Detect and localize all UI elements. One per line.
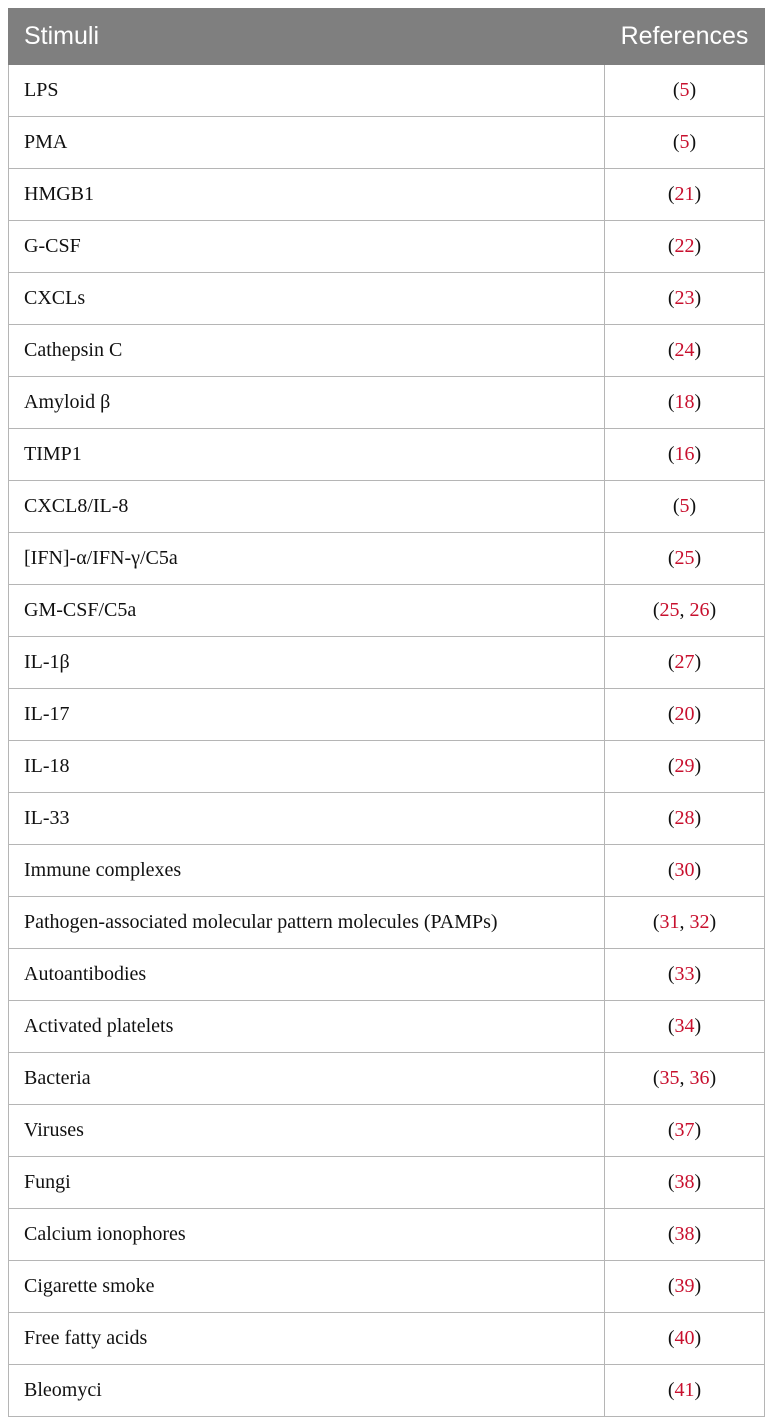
- citation-link[interactable]: 29: [674, 755, 695, 777]
- table-row: [9, 377, 765, 429]
- citation-link[interactable]: 20: [674, 703, 695, 725]
- stimulus-cell: Autoantibodies: [9, 949, 605, 1001]
- citation-link[interactable]: 41: [674, 1379, 695, 1401]
- table-body: [9, 65, 765, 1417]
- references-cell: (30): [605, 845, 765, 897]
- citation-link[interactable]: 32: [689, 911, 710, 933]
- stimulus-cell: G-CSF: [9, 221, 605, 273]
- citation-link[interactable]: 26: [689, 599, 710, 621]
- stimulus-cell: Viruses: [9, 1105, 605, 1157]
- references-cell: (22): [605, 221, 765, 273]
- table-row: [9, 1365, 765, 1417]
- table-row: [9, 949, 765, 1001]
- table-row: [9, 1001, 765, 1053]
- stimulus-cell: Cathepsin C: [9, 325, 605, 377]
- stimulus-cell: Cigarette smoke: [9, 1261, 605, 1313]
- references-cell: (39): [605, 1261, 765, 1313]
- table-row: [9, 741, 765, 793]
- citation-link[interactable]: 37: [674, 1119, 695, 1141]
- table-row: [9, 221, 765, 273]
- citation-link[interactable]: 24: [674, 339, 695, 361]
- citation-link[interactable]: 27: [674, 651, 695, 673]
- stimulus-cell: Calcium ionophores: [9, 1209, 605, 1261]
- citation-link[interactable]: 5: [679, 131, 690, 153]
- citation-link[interactable]: 16: [674, 443, 695, 465]
- stimulus-cell: Immune complexes: [9, 845, 605, 897]
- table-row: [9, 1157, 765, 1209]
- table-row: [9, 169, 765, 221]
- references-cell: (20): [605, 689, 765, 741]
- stimulus-cell: IL-33: [9, 793, 605, 845]
- citation-link[interactable]: 36: [689, 1067, 710, 1089]
- citation-link[interactable]: 38: [674, 1171, 695, 1193]
- table-row: [9, 689, 765, 741]
- citation-link[interactable]: 5: [679, 495, 690, 517]
- references-cell: (27): [605, 637, 765, 689]
- references-cell: (33): [605, 949, 765, 1001]
- citation-link[interactable]: 30: [674, 859, 695, 881]
- references-cell: (35, 36): [605, 1053, 765, 1105]
- table-row: [9, 481, 765, 533]
- stimulus-cell: HMGB1: [9, 169, 605, 221]
- citation-link[interactable]: 40: [674, 1327, 695, 1349]
- references-cell: (18): [605, 377, 765, 429]
- header-row: [9, 9, 765, 65]
- references-cell: (25): [605, 533, 765, 585]
- stimulus-cell: Bleomyci: [9, 1365, 605, 1417]
- references-cell: (28): [605, 793, 765, 845]
- table-row: [9, 1261, 765, 1313]
- stimulus-cell: IL-17: [9, 689, 605, 741]
- citation-link[interactable]: 28: [674, 807, 695, 829]
- references-cell: (21): [605, 169, 765, 221]
- stimulus-cell: TIMP1: [9, 429, 605, 481]
- references-cell: (23): [605, 273, 765, 325]
- table-row: [9, 273, 765, 325]
- references-cell: (34): [605, 1001, 765, 1053]
- table-row: [9, 897, 765, 949]
- table-row: [9, 585, 765, 637]
- references-cell: (29): [605, 741, 765, 793]
- citation-link[interactable]: 33: [674, 963, 695, 985]
- table-row: [9, 429, 765, 481]
- table-row: [9, 1105, 765, 1157]
- table-row: [9, 1313, 765, 1365]
- table-row: [9, 845, 765, 897]
- table-row: [9, 1053, 765, 1105]
- table-row: [9, 793, 765, 845]
- citation-link[interactable]: 25: [659, 599, 680, 621]
- references-cell: (38): [605, 1157, 765, 1209]
- citation-link[interactable]: 25: [674, 547, 695, 569]
- stimulus-cell: Amyloid β: [9, 377, 605, 429]
- references-cell: (24): [605, 325, 765, 377]
- table-row: [9, 117, 765, 169]
- citation-link[interactable]: 18: [674, 391, 695, 413]
- table-header: [9, 9, 765, 65]
- stimulus-cell: Fungi: [9, 1157, 605, 1209]
- stimulus-cell: CXCL8/IL-8: [9, 481, 605, 533]
- table-row: [9, 637, 765, 689]
- citation-link[interactable]: 38: [674, 1223, 695, 1245]
- table-row: [9, 325, 765, 377]
- citation-link[interactable]: 23: [674, 287, 695, 309]
- stimulus-cell: LPS: [9, 65, 605, 117]
- references-cell: (31, 32): [605, 897, 765, 949]
- table-row: [9, 533, 765, 585]
- stimulus-cell: IL-1β: [9, 637, 605, 689]
- references-cell: (40): [605, 1313, 765, 1365]
- stimulus-cell: IL-18: [9, 741, 605, 793]
- references-cell: (38): [605, 1209, 765, 1261]
- stimulus-cell: Activated platelets: [9, 1001, 605, 1053]
- references-cell: (25, 26): [605, 585, 765, 637]
- citation-link[interactable]: 22: [674, 235, 695, 257]
- stimulus-cell: [IFN]-α/IFN-γ/C5a: [9, 533, 605, 585]
- stimuli-column-header: Stimuli: [9, 9, 605, 65]
- stimulus-cell: Bacteria: [9, 1053, 605, 1105]
- references-cell: (37): [605, 1105, 765, 1157]
- table-row: [9, 1209, 765, 1261]
- citation-link[interactable]: 39: [674, 1275, 695, 1297]
- stimulus-cell: PMA: [9, 117, 605, 169]
- references-cell: (5): [605, 481, 765, 533]
- references-column-header: References: [605, 9, 765, 65]
- citation-link[interactable]: 31: [659, 911, 680, 933]
- citation-link[interactable]: 34: [674, 1015, 695, 1037]
- stimuli-table: [8, 8, 765, 1417]
- stimulus-cell: Free fatty acids: [9, 1313, 605, 1365]
- references-cell: (5): [605, 117, 765, 169]
- citation-link[interactable]: 21: [674, 183, 695, 205]
- stimulus-cell: CXCLs: [9, 273, 605, 325]
- citation-link[interactable]: 35: [659, 1067, 680, 1089]
- citation-link[interactable]: 5: [679, 79, 690, 101]
- stimulus-cell: Pathogen-associated molecular pattern molecules (PAMPs): [9, 897, 605, 949]
- references-cell: (16): [605, 429, 765, 481]
- references-cell: (41): [605, 1365, 765, 1417]
- references-cell: (5): [605, 65, 765, 117]
- table-row: [9, 65, 765, 117]
- stimulus-cell: GM-CSF/C5a: [9, 585, 605, 637]
